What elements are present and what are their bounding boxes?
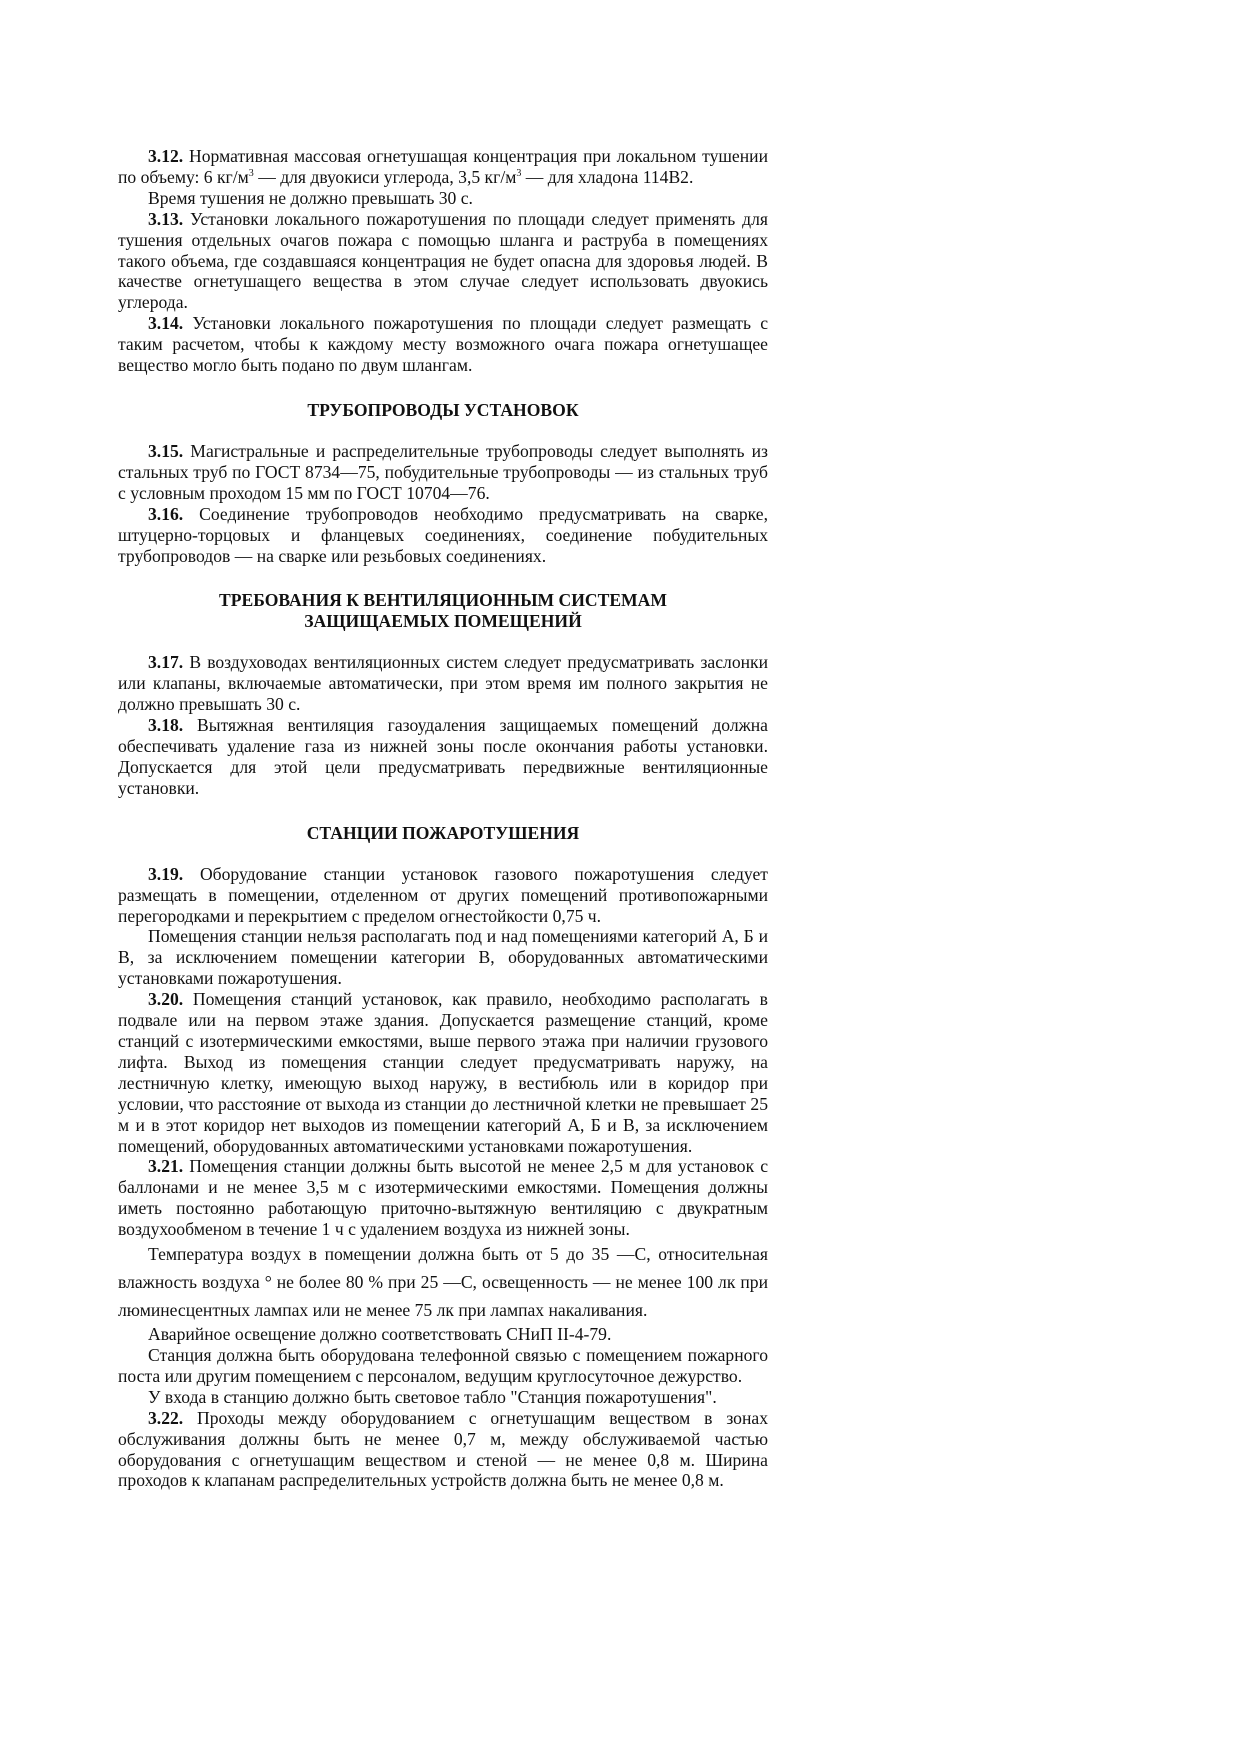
paragraph-text: — для двуокиси углерода, 3,5 кг/м: [253, 166, 517, 187]
paragraph-telephone: [118, 1345, 768, 1387]
paragraph-text: Установки локального пожаротушения по площади следует размещать с таким расчетом, чтобы к каждому месту возможного очага пожара огнетушащее вещество могло быть подано по двум шлангам.: [118, 313, 768, 376]
clause-number: 3.12.: [148, 146, 184, 166]
clause-number: 3.14.: [148, 313, 184, 334]
paragraph-text: Соединение трубопроводов необходимо предусматривать на сварке, штуцерно-торцовых и фланцевых соединениях, соединение побудительных трубопроводов — на сварке или резьбовых соединениях.: [118, 503, 768, 566]
paragraph-text: Установки локального пожаротушения по площади следует применять для тушения отдельных очагов пожара с помощью шланга и раструба в помещениях такого объема, где создавшаяся концентрация не будет опасна для здоровья людей. В качестве огнетушащего вещества в этом случае следует использовать двуокись углерода.: [118, 208, 768, 313]
clause-number: 3.21.: [148, 1156, 184, 1177]
paragraph-text: Станция должна быть оборудована телефонной связью с помещением пожарного поста или другим помещением с персоналом, ведущим круглосуточное дежурство.: [118, 1344, 768, 1386]
paragraph-3-17: [118, 652, 768, 715]
paragraph-text: Помещения станции должны быть высотой не менее 2,5 м для установок с баллонами и не менее 3,5 м с изотермическими емкостями. Помещения должны иметь постоянно работающую приточно-вытяжную вентиляцию с двукратным воздухообменом в течение 1 ч с удалением воздуха из нижней зоны.: [118, 1156, 768, 1240]
clause-number: 3.13.: [148, 208, 184, 229]
paragraph-text: Аварийное освещение должно соответствовать СНиП II-4-79.: [148, 1324, 612, 1345]
heading-text: ТРУБОПРОВОДЫ УСТАНОВОК: [307, 399, 579, 420]
clause-number: 3.18.: [148, 715, 184, 736]
paragraph-3-16: [118, 504, 768, 567]
paragraph-3-12: [118, 146, 768, 188]
paragraph-text: — для хладона 114В2.: [521, 166, 694, 187]
clause-number: 3.19.: [148, 863, 184, 884]
paragraph-3-18: [118, 715, 768, 799]
paragraph-3-21: [118, 1156, 768, 1240]
paragraph-text: Вытяжная вентиляция газоудаления защищаемых помещений должна обеспечивать удаление газа из нижней зоны после окончания работы установки. Допускается для этой цели предусматривать передвижные вентиляционные установки.: [118, 715, 768, 798]
heading-text-line1: ТРЕБОВАНИЯ К ВЕНТИЛЯЦИОННЫМ СИСТЕМАМ: [219, 590, 667, 611]
paragraph-text: Время тушения не должно превышать 30 с.: [148, 187, 473, 208]
paragraph-text: Проходы между оборудованием с огнетушащим веществом в зонах обслуживания должны быть не менее 0,7 м, между обслуживаемой частью оборудования с огнетушащим веществом и стеной — не менее 0,8 м. Ширина проходов к клапанам распределительных устройств должна быть не менее 0,8 м.: [118, 1407, 768, 1491]
clause-number: 3.15.: [148, 440, 184, 461]
paragraph-text: Нормативная массовая огнетушащая концентрация при локальном тушении по объему: 6 кг/м: [118, 146, 768, 187]
paragraph-3-15: [118, 441, 768, 504]
paragraph-temperature: [118, 1240, 768, 1324]
paragraph-3-13: [118, 209, 768, 314]
heading-text-line2: ЗАЩИЩАЕМЫХ ПОМЕЩЕНИЙ: [304, 611, 582, 632]
section-heading-stations: [118, 823, 768, 844]
paragraph-light-sign: [118, 1387, 768, 1408]
paragraph-3-20: [118, 989, 768, 1156]
document-page: [118, 146, 768, 1491]
paragraph-3-22: [118, 1408, 768, 1492]
section-heading-ventilation: [118, 590, 768, 632]
paragraph-text: Температура воздух в помещении должна быть от 5 до 35 —С, относительная влажность воздуха ° не более 80 % при 25 —С, освещенность — не менее 100 лк при люминесцентных лампах или не менее 75 лк при лампах накаливания.: [118, 1244, 768, 1321]
clause-number: 3.16.: [148, 503, 184, 524]
paragraph-text: Помещения станции нельзя располагать под и над помещениями категорий А, Б и В, за исключением помещении категории В, оборудованных автоматическими установками пожаротушения.: [118, 926, 768, 989]
superscript: 3: [516, 168, 522, 180]
paragraph-station-placement: [118, 926, 768, 989]
paragraph-text: Помещения станций установок, как правило, необходимо располагать в подвале или на первом этаже здания. Допускается размещение станций, кроме станций с изотермическими емкостями, выше первого этажа при наличии грузового лифта. Выход из помещения станции следует предусматривать наружу, на лестничную клетку, имеющую выход наружу, в вестибюль или в коридор при условии, что расстояние от выхода из станции до лестничной клетки не превышает 25 м и в этот коридор нет выходов из помещении категорий А, Б и В, за исключением помещений, оборудованных автоматическими установками пожаротушения.: [118, 989, 768, 1156]
paragraph-text: У входа в станцию должно быть световое табло "Станция пожаротушения".: [148, 1386, 717, 1407]
paragraph-text: Магистральные и распределительные трубопроводы следует выполнять из стальных труб по ГОСТ 8734—75, побудительные трубопроводы — из стальных труб с условным проходом 15 мм по ГОСТ 10704—76.: [118, 440, 768, 503]
paragraph-extinguish-time: [118, 188, 768, 209]
paragraph-text: Оборудование станции установок газового пожаротушения следует размещать в помещении, отделенном от других помещений противопожарными перегородками и перекрытием с пределом огнестойкости 0,75 ч.: [118, 863, 768, 926]
clause-number: 3.20.: [148, 989, 184, 1010]
clause-number: 3.17.: [148, 652, 184, 673]
paragraph-3-19: [118, 864, 768, 927]
section-heading-pipes: [118, 400, 768, 421]
clause-number: 3.22.: [148, 1407, 184, 1428]
paragraph-emergency-lighting: [118, 1324, 768, 1345]
paragraph-3-14: [118, 313, 768, 376]
paragraph-text: В воздуховодах вентиляционных систем следует предусматривать заслонки или клапаны, включаемые автоматически, при этом время им полного закрытия не должно превышать 30 с.: [118, 652, 768, 715]
heading-text: СТАНЦИИ ПОЖАРОТУШЕНИЯ: [306, 822, 580, 843]
superscript: 3: [248, 168, 254, 180]
